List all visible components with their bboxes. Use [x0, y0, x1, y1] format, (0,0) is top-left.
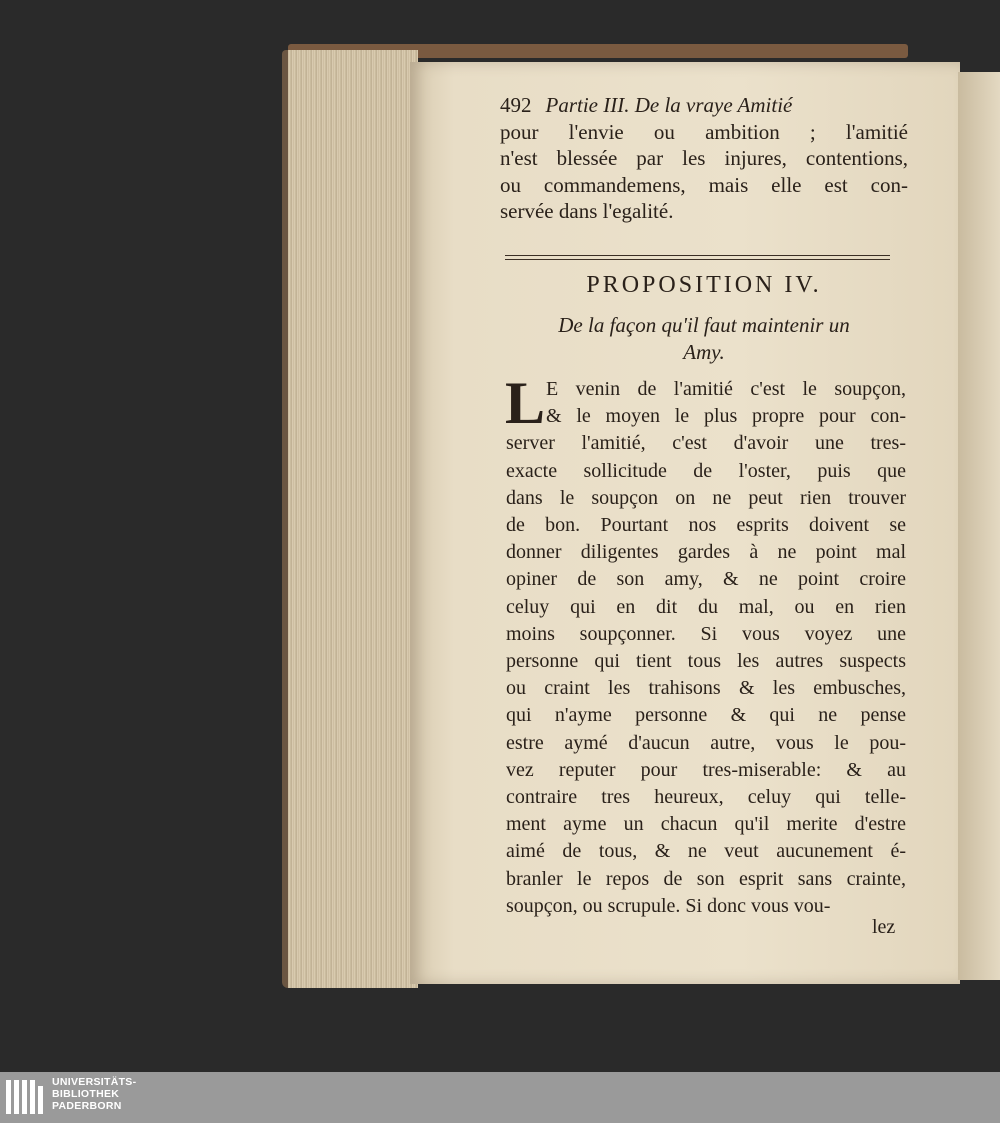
body-line: soupçon, ou scrupule. Si donc vous vou-	[506, 894, 831, 917]
running-head-title: Partie III. De la vraye Amitié	[545, 93, 793, 117]
body-line: ou craint les trahisons & les embusches,	[506, 677, 906, 700]
barcode-bars-icon	[6, 1080, 44, 1114]
body-line: branler le repos de son esprit sans crainte,	[506, 867, 906, 890]
top-line: servée dans l'egalité.	[500, 199, 674, 223]
library-logo-text	[52, 1076, 136, 1112]
body-line: opiner de son amy, & ne point croire	[506, 568, 906, 591]
body-line: exacte sollicitude de l'oster, puis que	[506, 459, 906, 482]
body-line: estre aymé d'aucun autre, vous le pou-	[506, 731, 906, 754]
body-line: & le moyen le plus propre pour con-	[546, 405, 906, 428]
body-line: server l'amitié, c'est d'avoir une tres-	[506, 432, 906, 455]
logo-line: PADERBORN	[52, 1100, 122, 1112]
subtitle-line: Amy.	[683, 340, 725, 364]
body-line: moins soupçonner. Si vous voyez une	[506, 622, 906, 645]
top-line: pour l'envie ou ambition ; l'amitié	[500, 119, 908, 144]
body-line: dans le soupçon on ne peut rien trouver	[506, 486, 906, 509]
top-line: ou commandemens, mais elle est con-	[500, 172, 908, 197]
body-line: de bon. Pourtant nos esprits doivent se	[506, 514, 906, 537]
body-line: aimé de tous, & ne veut aucunement é-	[506, 840, 906, 863]
top-line: n'est blessée par les injures, contentions,	[500, 146, 908, 170]
subtitle-line: De la façon qu'il faut maintenir un	[558, 313, 850, 337]
running-head	[500, 92, 908, 119]
catchword: lez	[872, 916, 896, 938]
body-line: celuy qui en dit du mal, ou en rien	[506, 595, 906, 618]
body-line: contraire tres heureux, celuy qui telle-	[506, 786, 906, 809]
section-title: PROPOSITION IV.	[586, 272, 822, 298]
body-text	[505, 370, 906, 920]
logo-line: UNIVERSITÄTS-	[52, 1076, 137, 1088]
body-line: personne qui tient tous les autres suspects	[506, 650, 906, 673]
body-line: ment ayme un chacun qu'il merite d'estre	[506, 813, 906, 836]
page-header-block	[500, 92, 908, 225]
page-number: 492	[500, 93, 532, 117]
logo-line: BIBLIOTHEK	[52, 1088, 120, 1100]
section-divider	[505, 255, 890, 260]
facing-page-edge	[958, 72, 1000, 980]
book-page-edges	[282, 50, 418, 988]
body-line: vez reputer pour tres-miserable: & au	[506, 758, 906, 781]
section-subtitle	[500, 312, 908, 366]
body-line: qui n'ayme personne & qui ne pense	[506, 704, 906, 727]
drop-cap: L	[505, 370, 546, 436]
body-line: donner diligentes gardes à ne point mal	[506, 541, 906, 564]
library-footer	[0, 1072, 1000, 1123]
body-line: E venin de l'amitié c'est le soupçon,	[546, 378, 906, 400]
